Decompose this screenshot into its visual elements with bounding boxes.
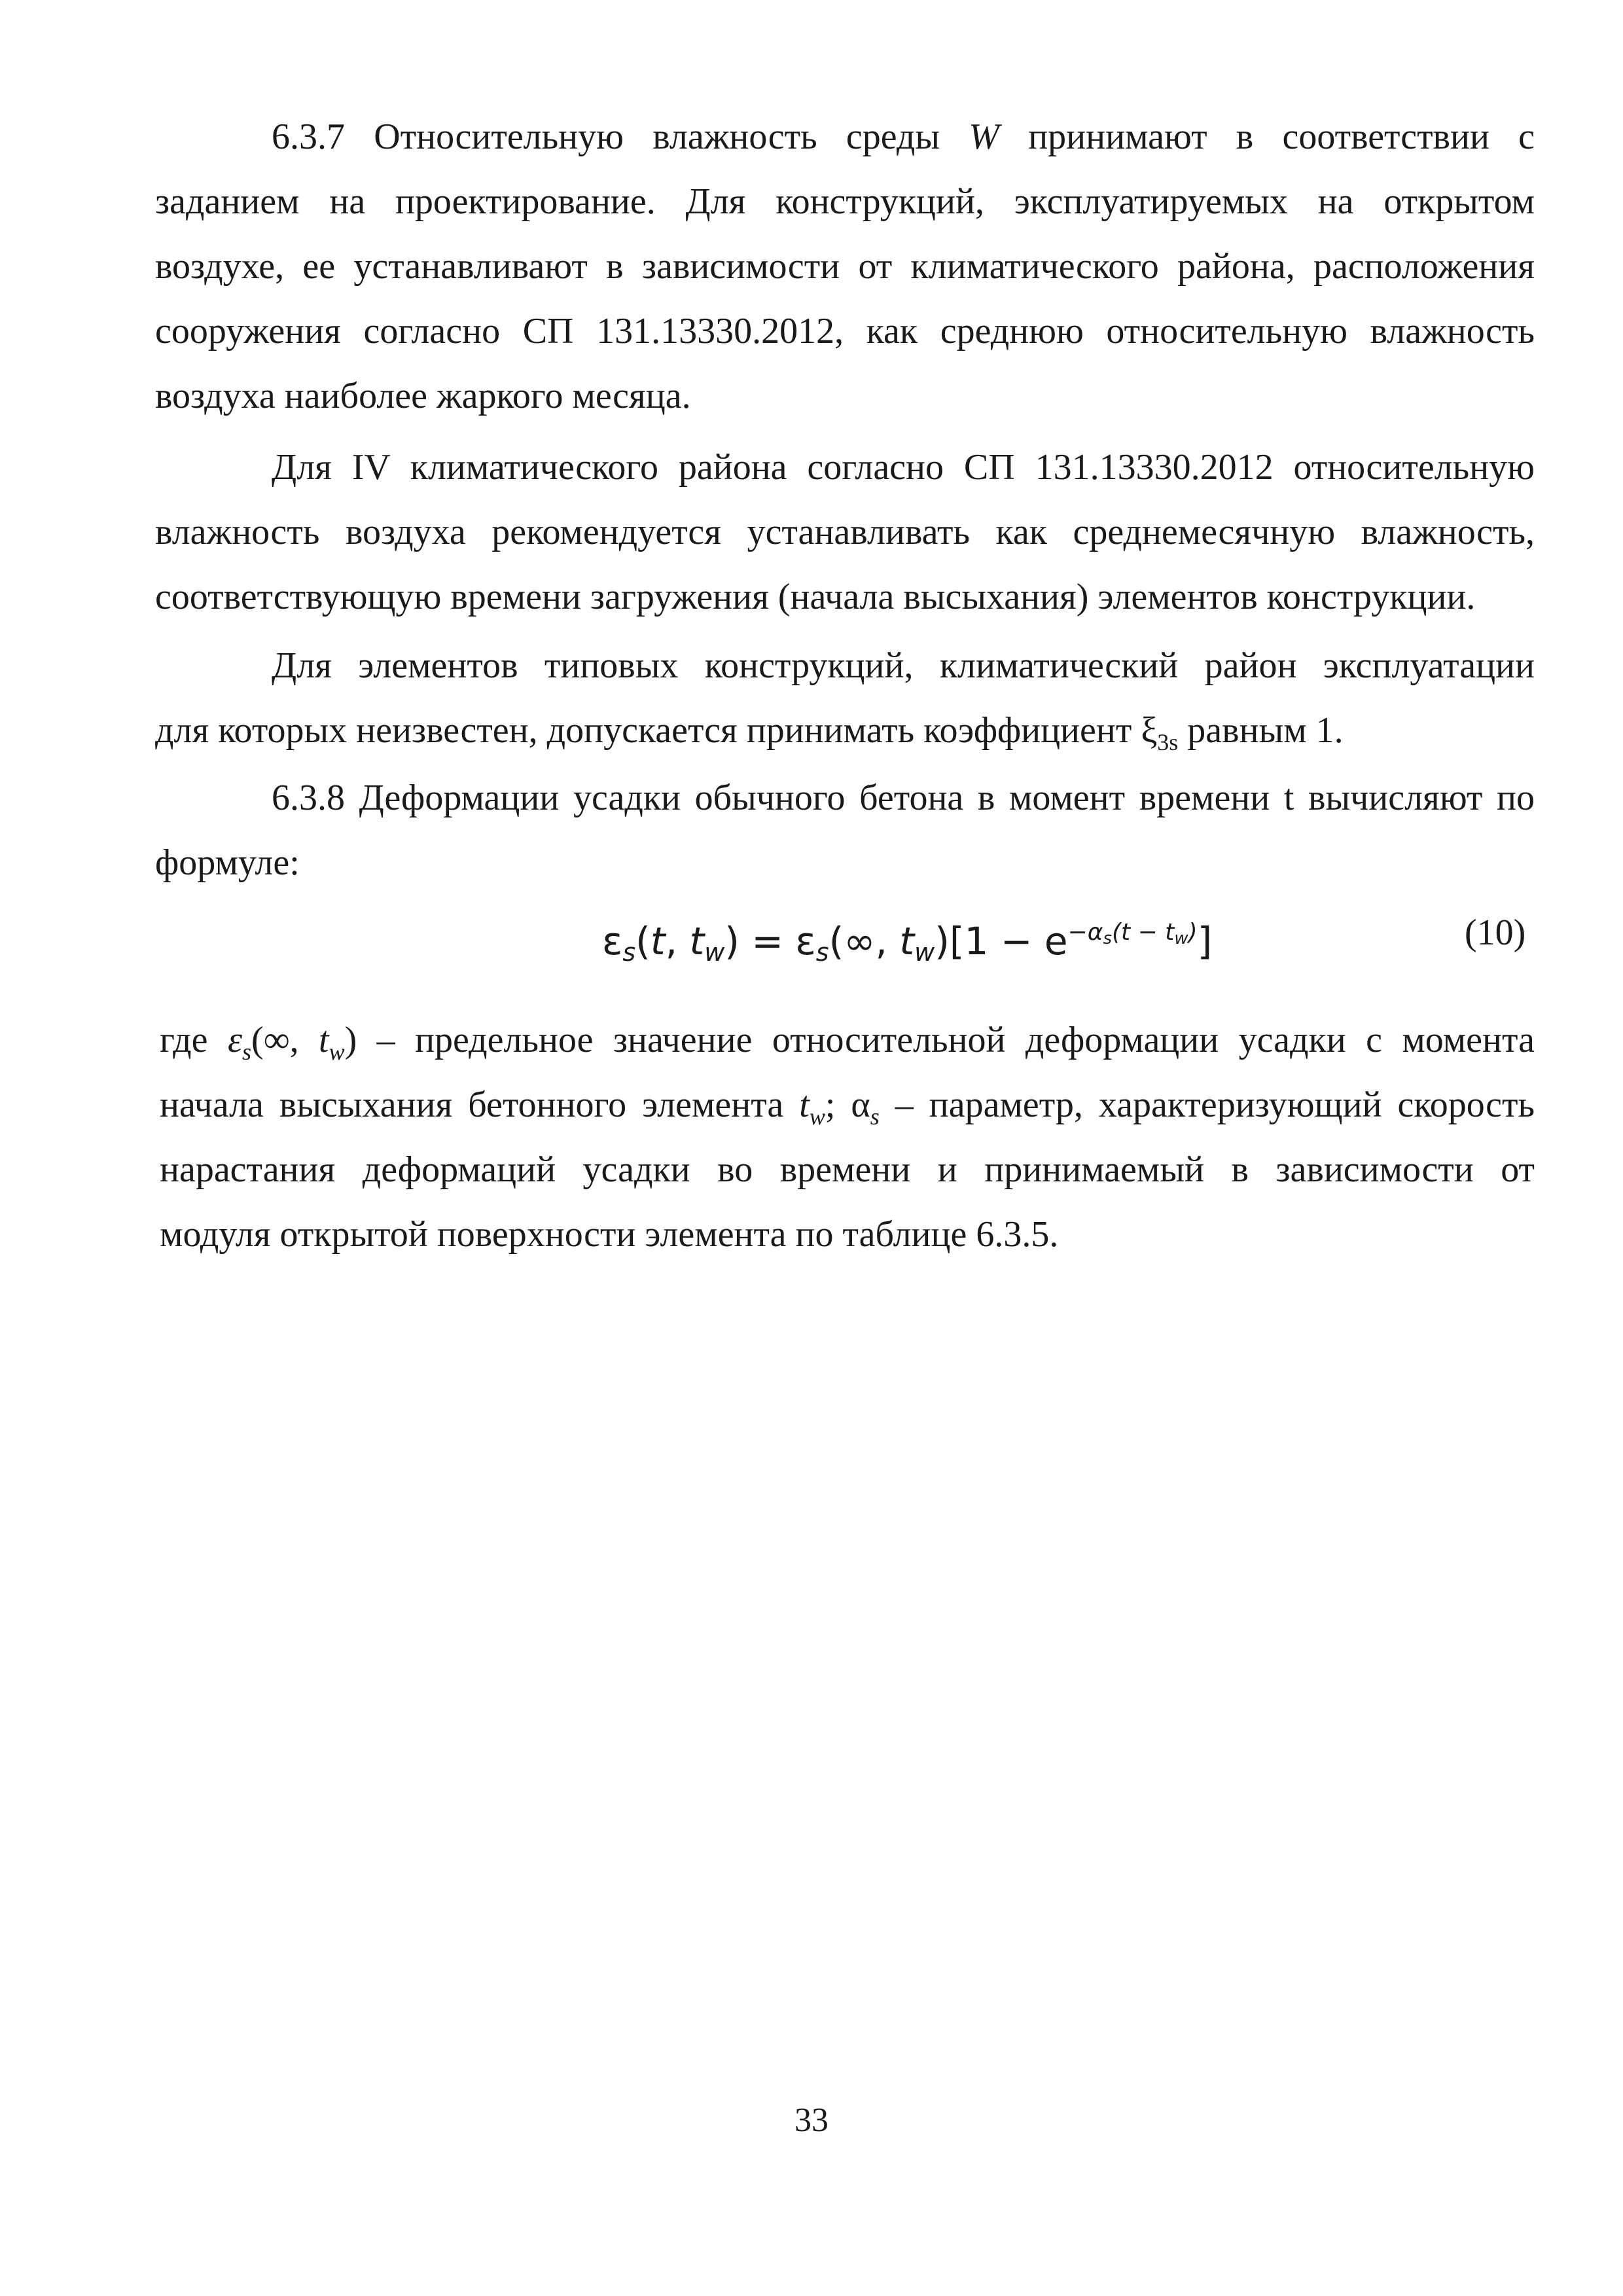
text-line: сооружения согласно СП 131.13330.2012, как среднюю относительную влажность	[155, 311, 1535, 351]
shrinkage-formula: $\varepsilon_s(t$, $t_w) = \varepsilon_s(\infty$, $t_w)[1 - e^{-\alpha_s(t - t_w)}]$	[602, 919, 1213, 967]
text-line: где $\varepsilon_s(\infty$, $t_w$) – предельное значение относительной деформации усадки с момента	[160, 1020, 1535, 1066]
text-line: для которых неизвестен, допускается принимать коэффициент $\xi_{3s}$ равным 1.	[155, 710, 1344, 756]
text-line: 6.3.7 Относительную влажность среды W принимают в соответствии с	[272, 117, 1535, 157]
text-line: воздухе, ее устанавливают в зависимости от климатического района, расположения	[155, 246, 1535, 287]
paragraph-climate-iv	[155, 435, 1535, 630]
text-line: 6.3.8 Деформации усадки обычного бетона в момент времени t вычисляют по	[272, 778, 1535, 818]
text-line: формуле:	[155, 842, 300, 883]
paragraph-typical-elements	[155, 634, 1535, 763]
equation-number: (10)	[1465, 912, 1526, 953]
text-line: соответствующую времени загружения (начала высыхания) элементов конструкции.	[155, 577, 1476, 617]
text-line: нарастания деформаций усадки во времени и принимаемый в зависимости от	[160, 1149, 1535, 1190]
text-line: Для IV климатического района согласно СП 131.13330.2012 относительную	[272, 447, 1535, 488]
text-line: заданием на проектирование. Для конструкций, эксплуатируемых на открытом	[155, 181, 1535, 222]
text-line: воздуха наиболее жаркого месяца.	[155, 376, 691, 416]
paragraph-6-3-8	[155, 766, 1535, 895]
text-line: влажность воздуха рекомендуется устанавливать как среднемесячную влажность,	[155, 512, 1535, 552]
text-line: начала высыхания бетонного элемента $t_w$; $\alpha_s$ – параметр, характеризующий скорость	[160, 1085, 1535, 1130]
paragraph-6-3-7	[155, 105, 1535, 429]
paragraph-formula-explanation	[160, 1008, 1535, 1267]
text-line: модуля открытой поверхности элемента по таблице 6.3.5.	[160, 1214, 1059, 1255]
page-number: 33	[794, 2102, 829, 2139]
text-line: Для элементов типовых конструкций, климатический район эксплуатации	[272, 645, 1535, 686]
